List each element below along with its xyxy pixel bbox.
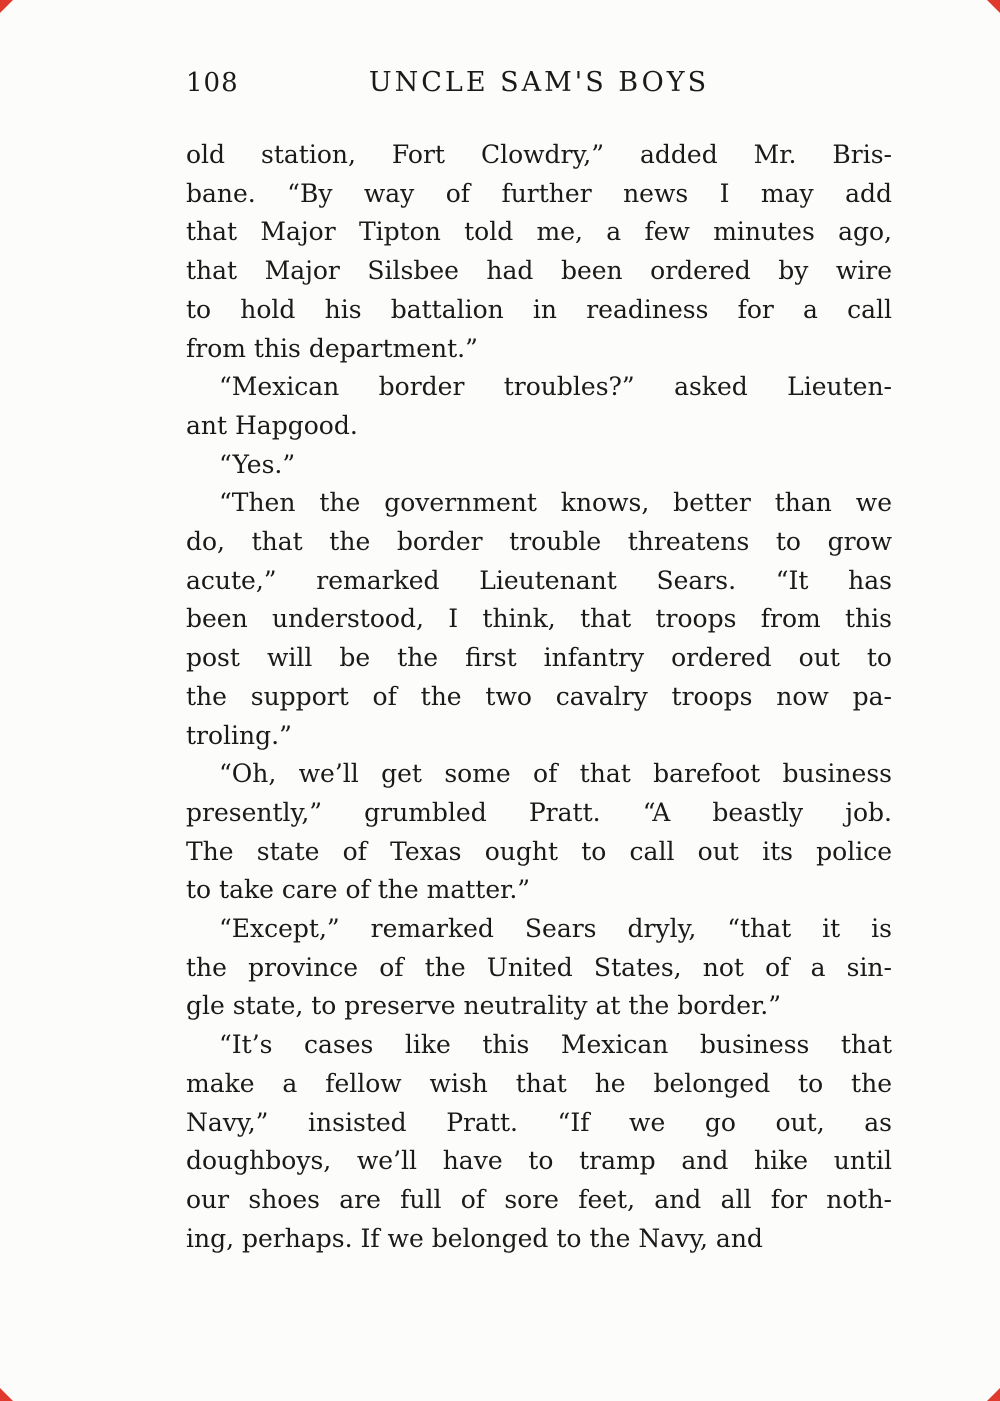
text-line: “Yes.”	[219, 449, 296, 479]
text-line: to hold his battalion in readiness for a call	[186, 294, 892, 324]
text-line: “Then the government knows, better than we	[219, 488, 892, 518]
text-line: presently,” grumbled Pratt. “A beastly job.	[186, 797, 892, 827]
corner-marker-bottom-left	[0, 1388, 13, 1401]
paragraph	[186, 368, 892, 445]
text-line: Navy,” insisted Pratt. “If we go out, as	[186, 1107, 892, 1137]
text-line: the support of the two cavalry troops now pa-	[186, 681, 892, 711]
text-line: “Mexican border troubles?” asked Lieuten-	[219, 372, 892, 402]
text-line: the province of the United States, not of a sin-	[186, 952, 892, 982]
text-line: acute,” remarked Lieutenant Sears. “It has	[186, 565, 892, 595]
text-line: troling.”	[186, 720, 292, 750]
paragraph	[186, 446, 892, 485]
paragraph	[186, 910, 892, 1026]
page-number: 108	[186, 68, 239, 98]
text-line: ant Hapgood.	[186, 410, 358, 440]
paragraph	[186, 484, 892, 755]
text-line: gle state, to preserve neutrality at the border.”	[186, 991, 782, 1021]
text-line: that Major Tipton told me, a few minutes ago,	[186, 217, 892, 247]
paragraph	[186, 1026, 892, 1258]
corner-marker-bottom-right	[987, 1388, 1000, 1401]
text-line: ing, perhaps. If we belonged to the Navy, and	[186, 1223, 763, 1253]
page-title: UNCLE SAM'S BOYS	[368, 67, 710, 98]
text-line: The state of Texas ought to call out its police	[186, 836, 892, 866]
text-line: do, that the border trouble threatens to grow	[186, 527, 892, 557]
text-line: to take care of the matter.”	[186, 875, 531, 905]
text-line: bane. “By way of further news I may add	[186, 178, 892, 208]
text-line: doughboys, we’ll have to tramp and hike until	[186, 1146, 892, 1176]
text-line: post will be the first infantry ordered out to	[186, 643, 892, 673]
paragraph	[186, 136, 892, 368]
text-line: from this department.”	[186, 333, 478, 363]
text-line: “It’s cases like this Mexican business that	[219, 1030, 892, 1060]
text-line: “Oh, we’ll get some of that barefoot business	[219, 759, 892, 789]
text-line: old station, Fort Clowdry,” added Mr. Bris-	[186, 140, 892, 169]
text-line: “Except,” remarked Sears dryly, “that it is	[219, 914, 892, 944]
text-line: that Major Silsbee had been ordered by wire	[186, 256, 892, 286]
corner-marker-top-left	[0, 0, 13, 13]
paragraph	[186, 755, 892, 910]
text-line: our shoes are full of sore feet, and all for noth-	[186, 1184, 892, 1214]
corner-marker-top-right	[987, 0, 1000, 13]
page-body	[186, 136, 892, 1258]
text-line: been understood, I think, that troops from this	[186, 604, 892, 634]
text-line: make a fellow wish that he belonged to the	[186, 1068, 892, 1098]
